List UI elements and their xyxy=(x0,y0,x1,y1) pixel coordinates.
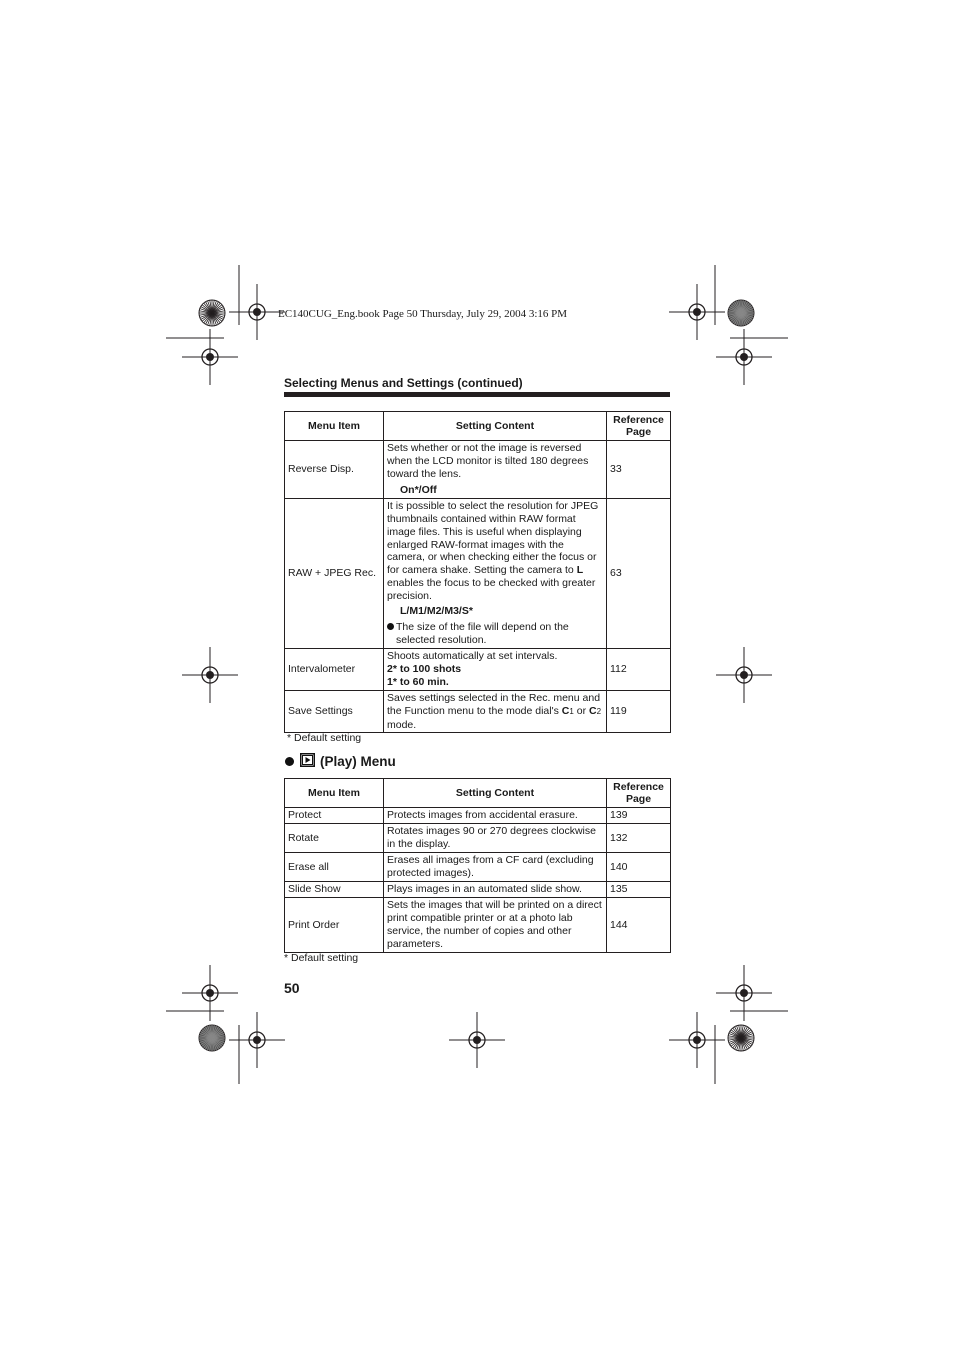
table-row xyxy=(285,882,671,898)
row-options: L/M1/M2/M3/S* xyxy=(400,605,473,618)
registration-mark-icon xyxy=(182,965,238,1021)
row-setting-content xyxy=(384,649,607,691)
row-item: Intervalometer xyxy=(285,649,384,691)
title-rule xyxy=(284,392,670,397)
table-row xyxy=(285,441,671,499)
registration-mark-icon xyxy=(182,647,238,703)
starburst-target-icon xyxy=(728,1025,754,1051)
row-item: Reverse Disp. xyxy=(285,441,384,499)
row-page: 140 xyxy=(607,853,671,882)
footnote-default: * Default setting xyxy=(287,732,362,744)
row-page: 144 xyxy=(607,898,671,953)
note-text: The size of the file will depend on the selected resolution. xyxy=(396,621,569,647)
bullet-icon xyxy=(387,623,394,630)
row-item: RAW + JPEG Rec. xyxy=(285,499,384,649)
starburst-target-icon xyxy=(199,1025,225,1051)
header-reference-line1: Reference xyxy=(613,781,664,793)
table-row xyxy=(285,898,671,953)
mode-number: 2 xyxy=(596,706,602,716)
desc-part: mode. xyxy=(387,718,417,731)
row-page: 132 xyxy=(607,824,671,853)
registration-mark-icon xyxy=(716,647,772,703)
header-reference-line1: Reference xyxy=(613,414,664,426)
desc-part: or xyxy=(573,704,589,717)
row-page: 33 xyxy=(607,441,671,499)
header-reference-line2: Page xyxy=(625,793,652,805)
registration-mark-icon xyxy=(182,329,238,385)
section-title: Selecting Menus and Settings (continued) xyxy=(284,376,523,390)
footnote-default: * Default setting xyxy=(284,952,359,964)
row-page: 135 xyxy=(607,882,671,898)
row-page: 63 xyxy=(607,499,671,649)
starburst-target-icon xyxy=(728,300,754,326)
row-item: Slide Show xyxy=(285,882,384,898)
mode-letter: C xyxy=(561,704,570,717)
mode-number: 1 xyxy=(569,706,574,716)
rec-menu-table xyxy=(284,411,671,733)
play-menu-heading xyxy=(285,753,396,770)
desc-part: Saves settings selected in the Rec. menu and the Function menu to the mode dial's xyxy=(387,692,601,717)
row-item: Erase all xyxy=(285,853,384,882)
row-setting-content: Plays images in an automated slide show. xyxy=(384,882,607,898)
header-menu-item: Menu Item xyxy=(285,779,384,808)
row-description xyxy=(387,500,603,602)
table-row xyxy=(285,499,671,649)
table-row xyxy=(285,853,671,882)
print-header: EC140CUG_Eng.book Page 50 Thursday, July 29, 2004 3:16 PM xyxy=(278,308,568,320)
row-setting-content xyxy=(384,441,607,499)
registration-mark-icon xyxy=(229,284,285,340)
table-row xyxy=(285,649,671,691)
header-reference-page xyxy=(607,412,671,441)
play-menu-table xyxy=(284,778,671,953)
desc-bold: L xyxy=(576,564,584,577)
registration-mark-icon xyxy=(229,1012,285,1068)
header-reference-line2: Page xyxy=(625,426,652,438)
row-item: Protect xyxy=(285,808,384,824)
header-setting-content: Setting Content xyxy=(384,779,607,808)
row-setting-content xyxy=(384,691,607,733)
table-row xyxy=(285,824,671,853)
row-description: Sets whether or not the image is reversed when the LCD monitor is tilted 180 degrees toward the lens. xyxy=(387,442,589,480)
registration-mark-icon xyxy=(669,1012,725,1068)
play-heading-text: (Play) Menu xyxy=(320,754,396,769)
row-setting-content: Erases all images from a CF card (excluding protected images). xyxy=(384,853,607,882)
row-setting-content: Sets the images that will be printed on a direct print compatible printer or at a photo lab service, the number of copies and other parameters. xyxy=(384,898,607,953)
row-page: 112 xyxy=(607,649,671,691)
starburst-target-icon xyxy=(199,300,225,326)
table-row xyxy=(285,691,671,733)
row-description: Shoots automatically at set intervals. xyxy=(387,650,558,663)
row-setting-content: Protects images from accidental erasure. xyxy=(384,808,607,824)
table-row xyxy=(285,808,671,824)
play-mode-icon xyxy=(300,753,315,770)
registration-mark-icon xyxy=(716,965,772,1021)
row-note xyxy=(387,621,603,647)
bullet-icon xyxy=(285,757,294,766)
header-menu-item: Menu Item xyxy=(285,412,384,441)
row-item: Print Order xyxy=(285,898,384,953)
header-reference-page xyxy=(607,779,671,808)
row-setting-content xyxy=(384,499,607,649)
row-options: On*/Off xyxy=(400,483,437,496)
row-item: Rotate xyxy=(285,824,384,853)
registration-mark-icon xyxy=(716,329,772,385)
mode-c1 xyxy=(562,705,574,717)
header-setting-content: Setting Content xyxy=(384,412,607,441)
mode-letter: C xyxy=(589,704,597,717)
row-page: 139 xyxy=(607,808,671,824)
registration-mark-icon xyxy=(669,284,725,340)
desc-part: enables the focus to be checked with greater precision. xyxy=(387,576,596,602)
mode-c2 xyxy=(589,705,601,717)
registration-mark-icon xyxy=(449,1012,505,1068)
row-item: Save Settings xyxy=(285,691,384,733)
row-setting-content: Rotates images 90 or 270 degrees clockwise in the display. xyxy=(384,824,607,853)
page-number: 50 xyxy=(284,980,300,996)
desc-part: It is possible to select the resolution for JPEG thumbnails contained within RAW format image files. This is useful when displaying enlarged RAW-format images with the camera, or when checking either the focus or for camera shake. Setting the camera to xyxy=(387,500,599,577)
row-description xyxy=(387,692,603,731)
table-header-row xyxy=(285,412,671,441)
row-option-shots: 2* to 100 shots xyxy=(387,663,462,676)
row-page: 119 xyxy=(607,691,671,733)
row-option-minutes: 1* to 60 min. xyxy=(387,675,449,688)
table-header-row xyxy=(285,779,671,808)
